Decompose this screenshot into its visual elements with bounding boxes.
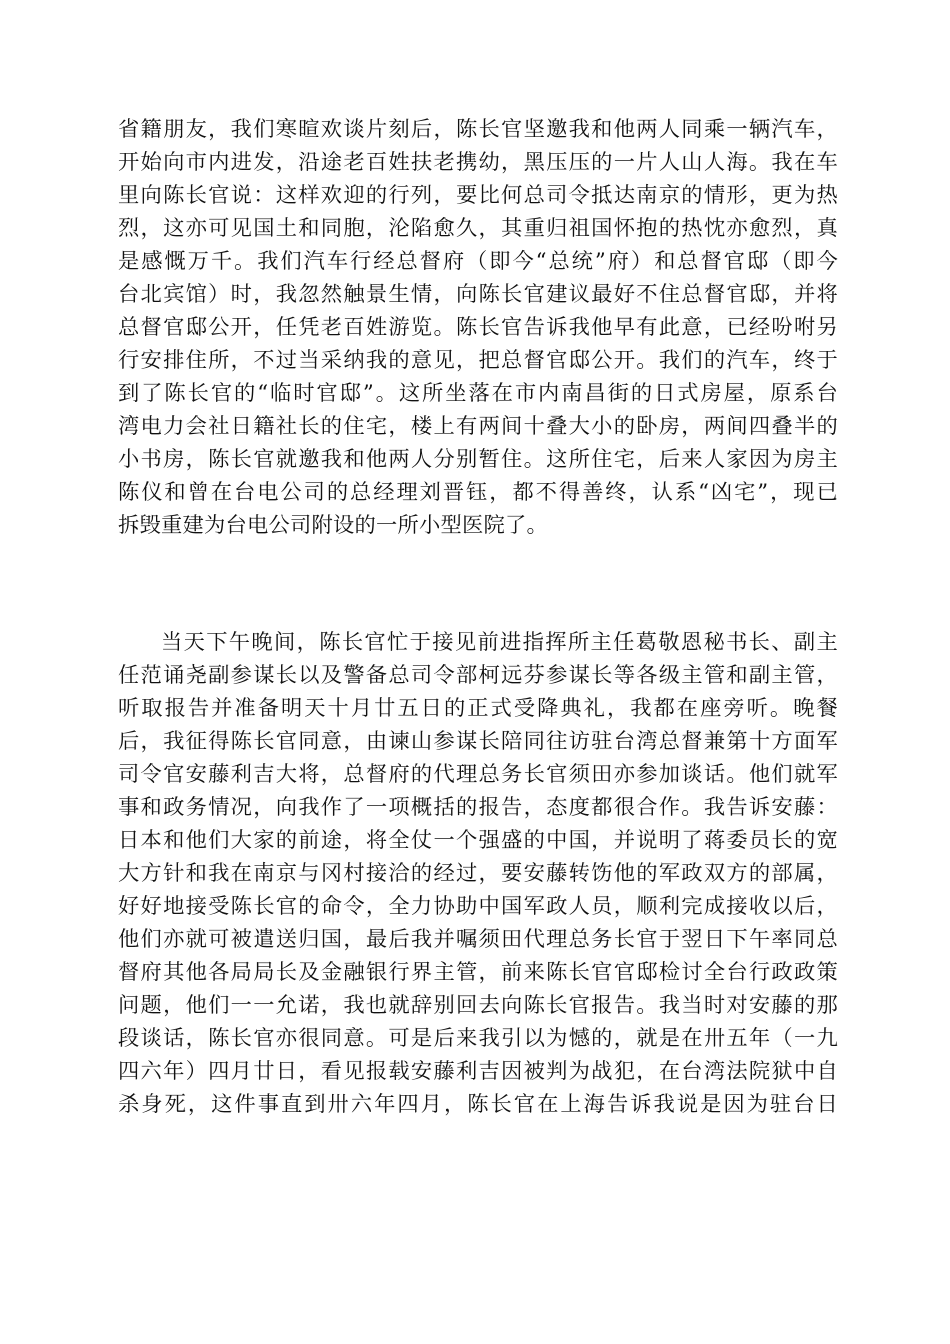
text-line: 杀身死，这件事直到卅六年四月，陈长官在上海告诉我说是因为驻台日 xyxy=(118,1092,838,1117)
text-line: 听取报告并准备明天十月廿五日的正式受降典礼，我都在座旁听。晚餐 xyxy=(118,696,838,721)
text-line: 小书房，陈长官就邀我和他两人分别暂住。这所住宅，后来人家因为房主 xyxy=(118,447,838,472)
text-line: 当天下午晚间，陈长官忙于接见前进指挥所主任葛敬恩秘书长、副主 xyxy=(161,630,838,655)
text-line: 大方针和我在南京与冈村接洽的经过，要安藤转饬他的军政双方的部属， xyxy=(118,861,838,886)
text-line: 是感慨万千。我们汽车行经总督府（即今“总统”府）和总督官邸（即今 xyxy=(118,249,838,274)
text-line: 总督官邸公开，任凭老百姓游览。陈长官告诉我他早有此意，已经吩咐另 xyxy=(118,315,838,340)
text-line: 日本和他们大家的前途，将全仗一个强盛的中国，并说明了蒋委员长的宽 xyxy=(118,828,838,853)
text-line: 段谈话，陈长官亦很同意。可是后来我引以为憾的，就是在卅五年（一九 xyxy=(118,1026,838,1051)
paragraph-1 xyxy=(118,113,838,542)
text-line: 开始向市内进发，沿途老百姓扶老携幼，黑压压的一片人山人海。我在车 xyxy=(118,150,838,175)
text-line: 烈，这亦可见国土和同胞，沦陷愈久，其重归祖国怀抱的热忱亦愈烈，真 xyxy=(118,216,838,241)
text-line: 陈仪和曾在台电公司的总经理刘晋钰，都不得善终，认系“凶宅”，现已 xyxy=(118,480,838,505)
text-line: 他们亦就可被遣送归国，最后我并嘱须田代理总务长官于翌日下午率同总 xyxy=(118,927,838,952)
text-line: 后，我征得陈长官同意，由谏山参谋长陪同往访驻台湾总督兼第十方面军 xyxy=(118,729,838,754)
text-line: 湾电力会社日籍社长的住宅，楼上有两间十叠大小的卧房，两间四叠半的 xyxy=(118,414,838,439)
text-line: 台北宾馆）时，我忽然触景生情，向陈长官建议最好不住总督官邸，并将 xyxy=(118,282,838,307)
text-line: 司令官安藤利吉大将，总督府的代理总务长官须田亦参加谈话。他们就军 xyxy=(118,762,838,787)
text-line: 到了陈长官的“临时官邸”。这所坐落在市内南昌街的日式房屋，原系台 xyxy=(118,381,838,406)
text-line: 四六年）四月廿日，看见报载安藤利吉因被判为战犯，在台湾法院狱中自 xyxy=(118,1059,838,1084)
text-line: 拆毁重建为台电公司附设的一所小型医院了。 xyxy=(118,513,548,538)
text-line: 问题，他们一一允诺，我也就辞别回去向陈长官报告。我当时对安藤的那 xyxy=(118,993,838,1018)
text-line: 任范诵尧副参谋长以及警备总司令部柯远芬参谋长等各级主管和副主管， xyxy=(118,663,838,688)
text-line: 里向陈长官说：这样欢迎的行列，要比何总司令抵达南京的情形，更为热 xyxy=(118,183,838,208)
text-line: 督府其他各局局长及金融银行界主管，前来陈长官官邸检讨全台行政政策 xyxy=(118,960,838,985)
text-line: 行安排住所，不过当采纳我的意见，把总督官邸公开。我们的汽车，终于 xyxy=(118,348,838,373)
text-line: 省籍朋友，我们寒暄欢谈片刻后，陈长官坚邀我和他两人同乘一辆汽车， xyxy=(118,117,838,142)
text-line: 事和政务情况，向我作了一项概括的报告，态度都很合作。我告诉安藤： xyxy=(118,795,838,820)
text-line: 好好地接受陈长官的命令，全力协助中国军政人员，顺利完成接收以后， xyxy=(118,894,838,919)
paragraph-2 xyxy=(118,626,838,1121)
